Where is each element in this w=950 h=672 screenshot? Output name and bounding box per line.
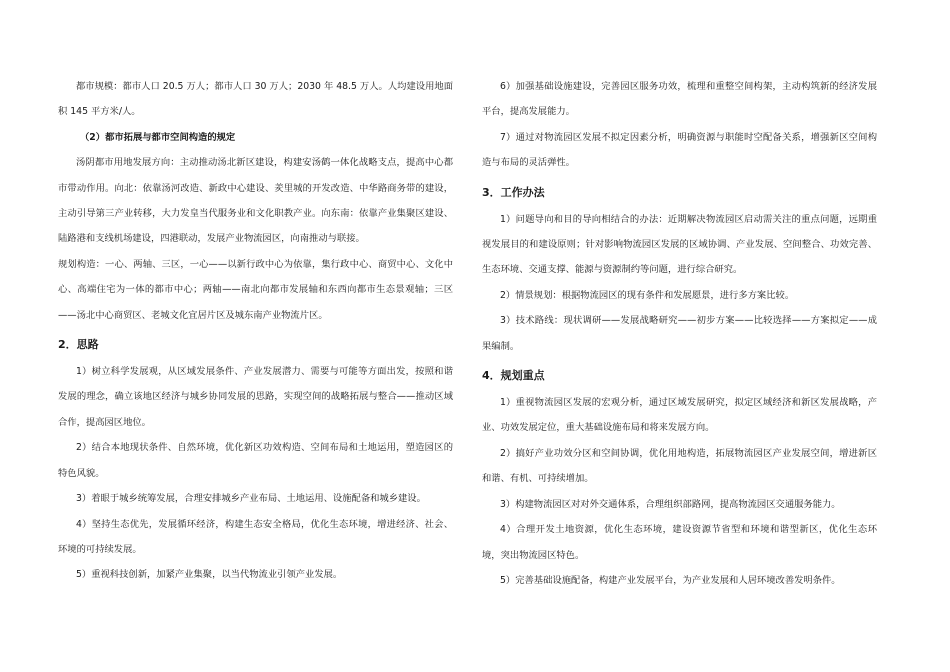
city-scale-paragraph: 都市规模：都市人口 20.5 万人；都市人口 30 万人；2030 年 48.5 万人。人均建设用地面积 145 平方米/人。 (58, 81, 453, 118)
thinking-item-2: 2）结合本地现状条件、自然环境，优化新区功效构造、空间布局和土地运用，塑造园区的特色风貌。 (58, 442, 453, 479)
section-heading-focus: 4．规划重点 (482, 369, 545, 383)
thinking-item-6: 6）加强基础设施建设，完善园区服务功效，梳理和重整空间构架，主动构筑新的经济发展平台，提高发展能力。 (482, 81, 877, 118)
focus-item-1: 1）重视物流园区发展的宏观分析，通过区域发展研究，拟定区域经济和新区发展战略，产业、功效发展定位，重大基础设施布局和将来发展方向。 (482, 397, 877, 434)
thinking-item-1: 1）树立科学发展观，从区域发展条件、产业发展潜力、需要与可能等方面出发，按照和谐发展的理念，确立该地区经济与城乡协同发展的思路，实现空间的战略拓展与整合——推动区域合作，提高园区地位。 (58, 366, 453, 428)
right-column (482, 74, 877, 593)
section-heading-thinking: 2．思路 (58, 338, 99, 352)
planning-structure-paragraph: 规划构造：一心、两轴、三区，一心——以新行政中心为依靠，集行政中心、商贸中心、文化中心、高端住宅为一体的都市中心；两轴——南北向都市发展轴和东西向都市生态景观轴；三区——汤北中心商贸区、老城文化宜居片区及城东南产业物流片区。 (58, 258, 453, 321)
focus-item-5: 5）完善基础设施配备，构建产业发展平台，为产业发展和人居环境改善发明条件。 (500, 574, 841, 586)
left-column (58, 74, 453, 588)
land-development-paragraph: 汤阴都市用地发展方向：主动推动汤北新区建设，构建安汤鹤一体化战略支点，提高中心都市带动作用。向北：依靠汤河改造、新政中心建设、羑里城的开发改造、中华路商务带的建设，主动引导第三产业转移，大力发皇当代服务业和文化职教产业。向东南：依靠产业集聚区建设、陆路港和支线机场建设，四港联动，发展产业物流园区，向南推动与联接。 (58, 157, 453, 245)
thinking-item-7: 7）通过对物流园区发展不拟定因素分析，明确资源与职能时空配备关系，增强新区空间构造与布局的灵活弹性。 (482, 131, 877, 169)
method-item-2: 2）情景规划：根据物流园区的现有条件和发展愿景，进行多方案比较。 (500, 289, 795, 301)
focus-item-4: 4）合理开发土地资源，优化生态环境，建设资源节省型和环境和谐型新区，优化生态环境，突出物流园区特色。 (482, 524, 877, 561)
subsection-heading-2: （2）都市拓展与都市空间构造的规定 (80, 131, 236, 143)
method-item-1: 1）问题导向和目的导向相结合的办法：近期解决物流园区启动需关注的重点问题，远期重视发展目的和建设原则；针对影响物流园区发展的区域协调、产业发展、空间整合、功效完善、生态环境、交通支撑、能源与资源制约等问题，进行综合研究。 (482, 213, 877, 276)
thinking-item-3: 3）着眼于城乡统筹发展，合理安排城乡产业布局、土地运用、设施配备和城乡建设。 (76, 493, 426, 505)
focus-item-2: 2）搞好产业功效分区和空间协调，优化用地构造，拓展物流园区产业发展空间，增进新区和谐、有机、可持续增加。 (482, 447, 877, 485)
focus-item-3: 3）构建物流园区对对外交通体系，合理组织部路网，提高物流园区交通服务能力。 (500, 498, 841, 510)
thinking-item-5: 5）重视科技创新，加紧产业集聚，以当代物流业引领产业发展。 (76, 569, 343, 581)
thinking-item-4: 4）坚持生态优先，发展循环经济，构建生态安全格局，优化生态环境，增进经济、社会、环境的可持续发展。 (58, 518, 453, 555)
method-item-3: 3）技术路线：现状调研——发展战略研究——初步方案——比较选择——方案拟定——成果编制。 (482, 315, 877, 352)
section-heading-method: 3．工作办法 (482, 185, 545, 199)
